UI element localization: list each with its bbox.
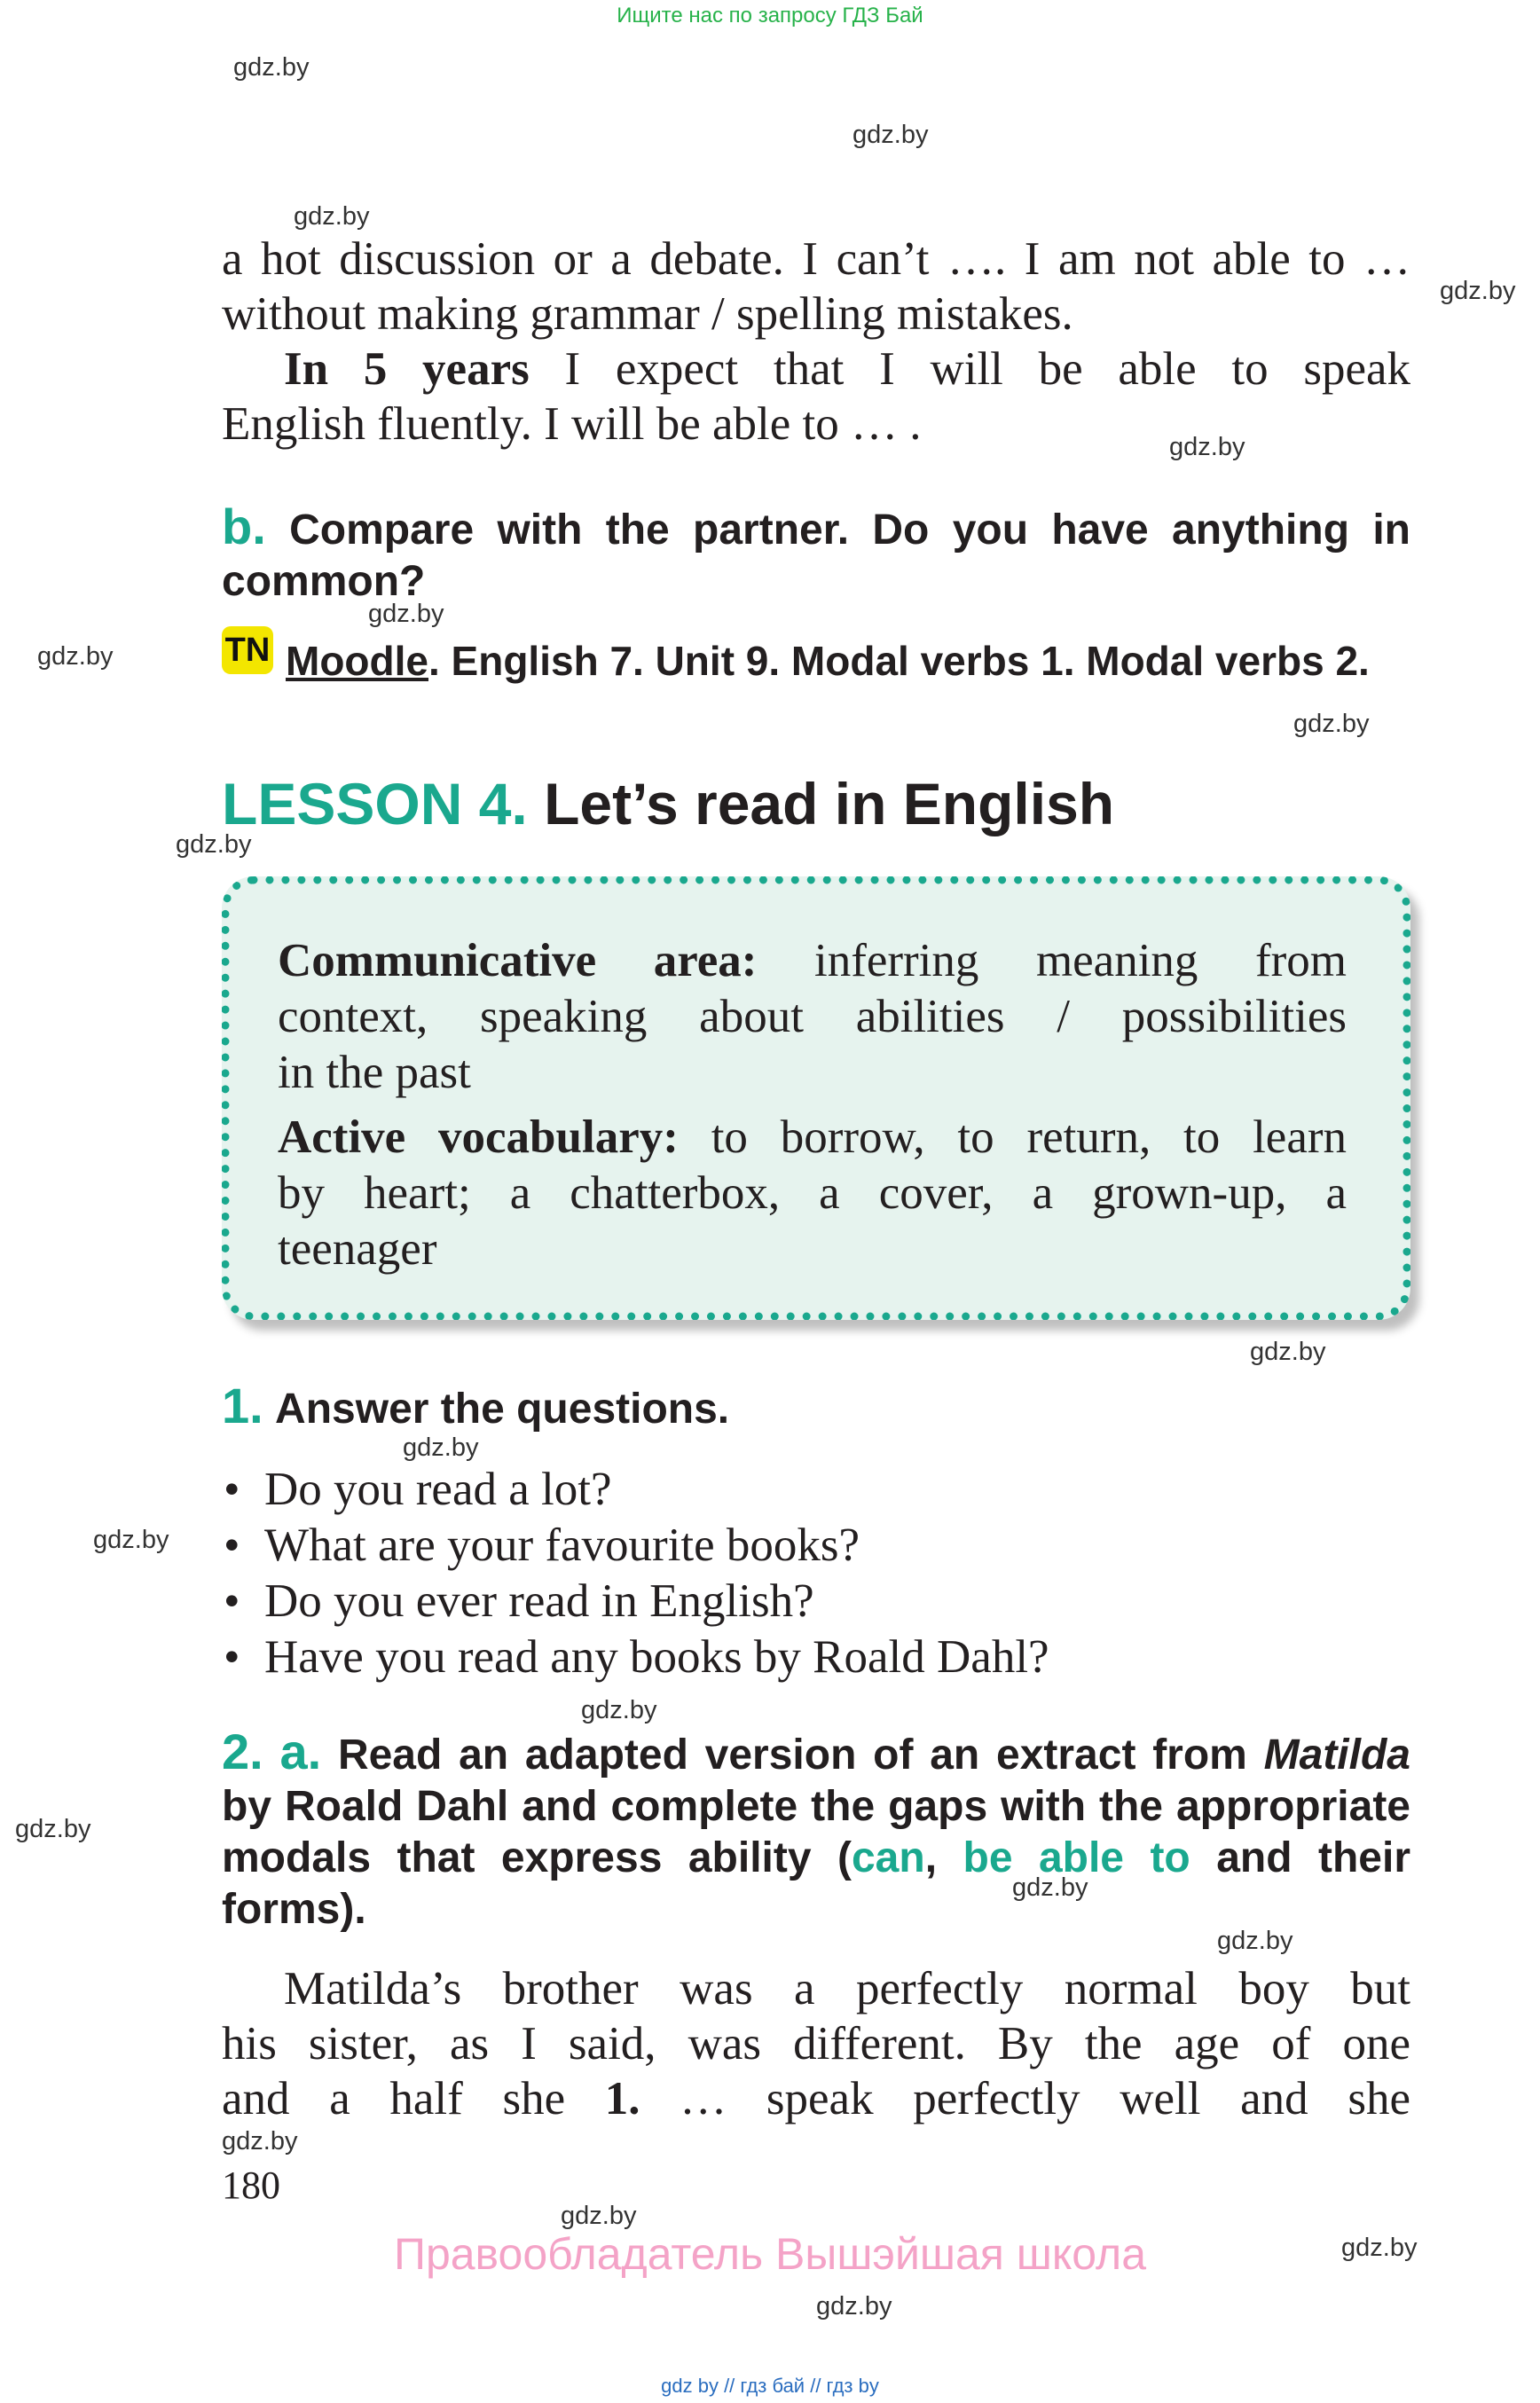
objective-line: in the past [278, 1047, 471, 1098]
watermark: gdz.by [1440, 277, 1516, 305]
task-1-title-end: . [717, 1386, 730, 1433]
watermark: gdz.by [1169, 433, 1245, 461]
passage-line [222, 2071, 1410, 2126]
tn-icon: TN [222, 626, 273, 674]
task-2-number: 2. [222, 1724, 263, 1779]
task-1-heading [222, 1380, 729, 1435]
watermark: gdz.by [561, 2202, 637, 2230]
bullet: • [224, 1575, 240, 1627]
page-number: 180 [222, 2163, 280, 2207]
watermark: gdz.by [15, 1815, 91, 1843]
task-2a-text: Read an adapted version of an extract from [337, 1732, 1264, 1779]
question-text: Have you read any books by Roald Dahl? [264, 1631, 1049, 1683]
objective-line [278, 933, 1347, 989]
watermark: gdz.by [93, 1526, 169, 1554]
top-search-note: Ищите нас по запросу ГДЗ Бай [617, 4, 923, 27]
task-2a-line [222, 1726, 1410, 1781]
objective-text: inferring meaning from [757, 935, 1347, 986]
bullet: • [224, 1631, 240, 1683]
vocabulary-label: Active vocabulary: [278, 1111, 679, 1163]
objective-line: teenager [278, 1223, 437, 1275]
passage-line: his sister, as I said, was different. By the age of one [222, 2018, 1410, 2069]
objective-text: to borrow, to return, to learn [678, 1111, 1348, 1163]
watermark: gdz.by [1012, 1873, 1088, 1902]
modal-be-able-to: be able to [962, 1834, 1190, 1881]
questions-list [224, 1462, 1049, 1685]
intro-paragraph [222, 232, 1410, 452]
moodle-link[interactable]: Moodle [286, 638, 428, 684]
book-title: Matilda [1263, 1732, 1410, 1779]
list-item [224, 1462, 1049, 1518]
intro-line: without making grammar / spelling mistakes. [222, 288, 1073, 340]
list-item [224, 1629, 1049, 1685]
task-2a [222, 1726, 1410, 1936]
bottom-links: gdz by // гдз бай // гдз by [661, 2375, 879, 2397]
lesson-number: LESSON 4. [222, 771, 528, 836]
task-b-text: Compare with the partner. Do you have anything in [289, 507, 1410, 554]
intro-line: a hot discussion or a debate. I can’t …. I am not able to … [222, 233, 1410, 285]
task-b-line [222, 501, 1410, 556]
objective-line: by heart; a chatterbox, a cover, a grown-up, a [278, 1167, 1347, 1219]
watermark: gdz.by [852, 121, 929, 149]
matilda-passage [222, 1961, 1410, 2126]
task-2a-comma: , [924, 1834, 938, 1881]
passage-text: and a half she [222, 2073, 605, 2124]
watermark: gdz.by [581, 1696, 657, 1724]
objective-line [278, 1110, 1347, 1166]
watermark: gdz.by [176, 830, 252, 859]
watermark: gdz.by [294, 202, 370, 231]
task-b [222, 501, 1410, 608]
bullet: • [224, 1520, 240, 1571]
task-1-number: 1. [222, 1378, 263, 1433]
watermark: gdz.by [37, 642, 114, 671]
task-2a-text: and their [1190, 1834, 1411, 1881]
watermark: gdz.by [233, 53, 310, 82]
moodle-line [286, 635, 1370, 687]
watermark: gdz.by [1217, 1927, 1293, 1955]
watermark: gdz.by [222, 2127, 298, 2156]
task-2a-line: by Roald Dahl and complete the gaps with the appropriate [222, 1783, 1410, 1830]
lesson-heading [222, 770, 1114, 837]
moodle-text: . English 7. Unit 9. Modal verbs 1. Modal verbs 2. [428, 638, 1370, 684]
intro-line: English fluently. I will be able to … . [222, 398, 922, 450]
task-2a-line [222, 1833, 1410, 1884]
bullet: • [224, 1464, 240, 1515]
task-2a-line: forms). [222, 1886, 366, 1933]
watermark: gdz.by [368, 600, 444, 628]
watermark: gdz.by [403, 1433, 479, 1462]
watermark: gdz.by [1293, 710, 1370, 738]
objective-line: context, speaking about abilities / possibilities [278, 991, 1347, 1042]
question-text: Do you read a lot? [264, 1464, 612, 1515]
question-text: Do you ever read in English? [264, 1575, 814, 1627]
modal-can: can [851, 1834, 925, 1881]
communicative-label: Communicative area: [278, 935, 758, 986]
list-item [224, 1518, 1049, 1574]
question-text: What are your favourite books? [264, 1520, 860, 1571]
list-item [224, 1574, 1049, 1629]
objectives-text [278, 933, 1347, 1277]
watermark: gdz.by [1250, 1338, 1326, 1366]
task-2a-text: modals that express ability ( [222, 1834, 852, 1881]
task-b-letter: b. [222, 499, 266, 554]
watermark: gdz.by [1341, 2234, 1418, 2262]
task-b-line: common? [222, 558, 426, 605]
passage-line: Matilda’s brother was a perfectly normal boy but [284, 1963, 1410, 2014]
lesson-title: Let’s read in English [544, 771, 1115, 836]
watermark: gdz.by [816, 2292, 892, 2321]
task-1-title: Answer the questions [275, 1386, 718, 1433]
gap-number: 1. [604, 2073, 640, 2124]
intro-text: I expect that I will be able to speak [529, 343, 1410, 395]
intro-line [222, 342, 1410, 397]
intro-bold: In 5 years [284, 343, 530, 395]
passage-text: … speak perfectly well and she [640, 2073, 1410, 2124]
task-2-letter: a. [279, 1724, 322, 1779]
copyright-notice: Правообладатель Вышэйшая школа [394, 2229, 1146, 2279]
